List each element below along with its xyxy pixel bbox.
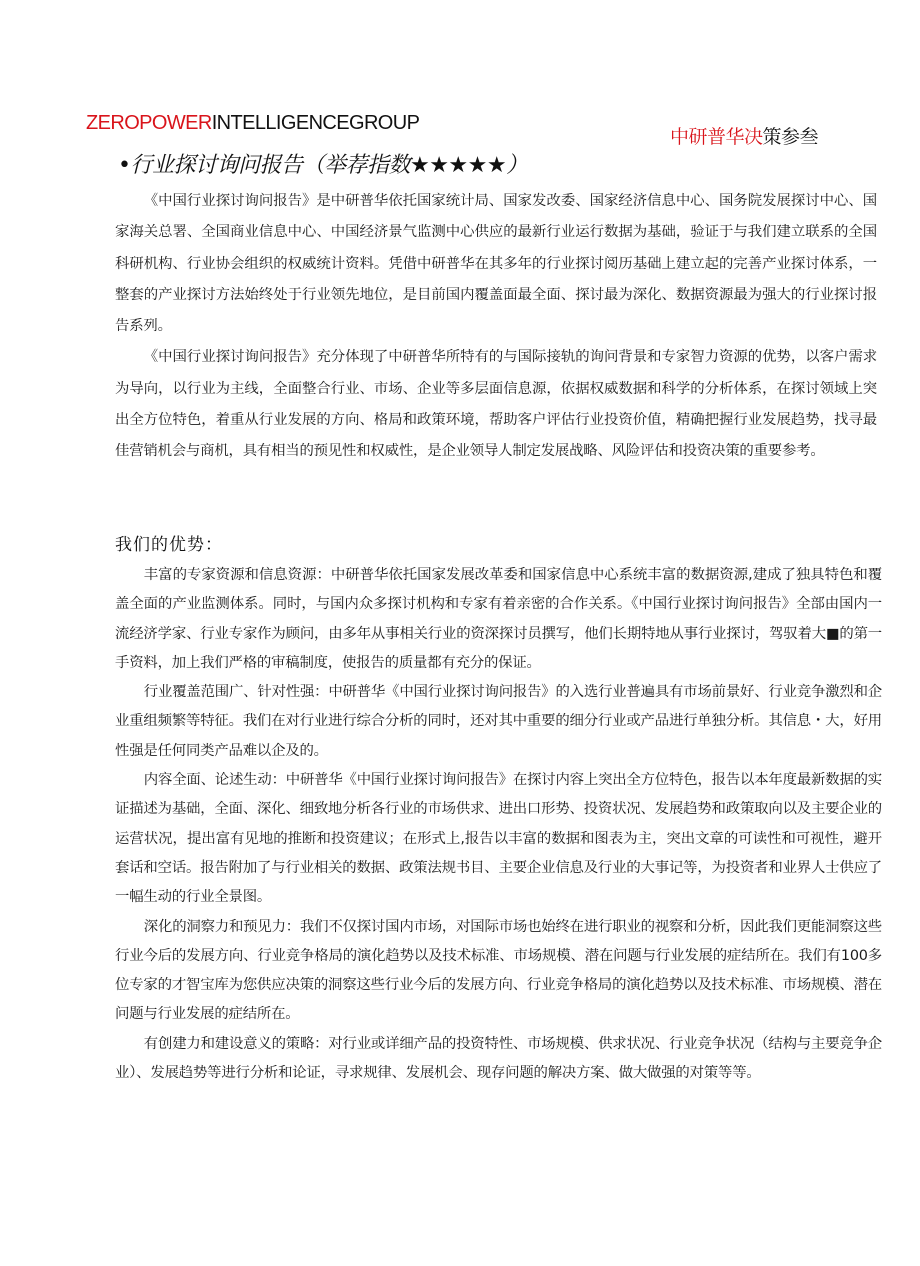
brand-logo-english [86,112,419,135]
advantages-section [115,561,882,1088]
advantage-paragraph-content: 内容全面、论述生动：中研普华《中国行业探讨询问报告》在探讨内容上突出全方位特色，报告以本年度最新数据的实证描述为基础，全面、深化、细致地分析各行业的市场供求、进出口形势、投资状况、发展趋势和政策取向以及主要企业的运营状况，提出富有见地的推断和投资建议；在形式上,报告以丰富的数据和图表为主，突出文章的可读性和可视性，避开套话和空话。报告附加了与行业相关的数据、政策法规书目、主要企业信息及行业的大事记等，为投资者和业界人士供应了一幅生动的行业全景图。 [115,772,882,906]
intro-section [115,186,877,468]
advantage-paragraph-insight: 深化的洞察力和预见力：我们不仅探讨国内市场，对国际市场也始终在进行职业的视察和分析，因此我们更能洞察这些行业今后的发展方向、行业竞争格局的演化趋势以及技术标准、市场规模、潜在问题与行业发展的症结所在。我们有100多位专家的才智宝库为您供应决策的洞察这些行业今后的发展方向、行业竞争格局的演化趋势以及技术标准、市场规模、潜在问题与行业发展的症结所在。 [115,918,882,1023]
report-title: •行业探讨询问报告（举荐指数★★★★★） [118,153,528,178]
intro-paragraph: 《中国行业探讨询问报告》是中研普华依托国家统计局、国家发改委、国家经济信息中心、国务院发展探讨中心、国家海关总署、全国商业信息中心、中国经济景气监测中心供应的最新行业运行数据为基础，验证于与我们建立联系的全国科研机构、行业协会组织的权威统计资料。凭借中研普华在其多年的行业探讨阅历基础上建立起的完善产业探讨体系，一整套的产业探讨方法始终处于行业领先地位，是目前国内覆盖面最全面、探讨最为深化、数据资源最为强大的行业探讨报告系列。 [115,193,877,335]
brand-logo-chinese [670,122,818,149]
brand-cn-main: 中研普华决 [670,126,763,148]
brand-en-rest: INTELLIGENCEGROUP [211,112,420,134]
advantages-heading: 我们的优势： [115,535,223,555]
brand-cn-rest: 策参叁 [762,126,819,148]
brand-en-main: ZEROPOWER [86,112,212,134]
advantage-paragraph-coverage: 行业覆盖范围广、针对性强：中研普华《中国行业探讨询问报告》的入选行业普遍具有市场前景好、行业竞争激烈和企业重组频繁等特征。我们在对行业进行综合分析的同时，还对其中重要的细分行业或产品进行单独分析。其信息・大，好用性强是任何同类产品难以企及的。 [115,684,882,759]
advantage-paragraph-resources: 丰富的专家资源和信息资源：中研普华依托国家发展改革委和国家信息中心系统丰富的数据资源,建成了独具特色和覆盖全面的产业监测体系。同时，与国内众多探讨机构和专家有着亲密的合作关系。《中国行业探讨询问报告》全部由国内一流经济学家、行业专家作为顾问，由多年从事相关行业的资深探讨员撰写，他们长期特地从事行业探讨，驾驭着大■的第一手资料，加上我们严格的审稿制度，使报告的质量都有充分的保证。 [115,567,882,671]
advantage-paragraph-strategy: 有创建力和建设意义的策略：对行业或详细产品的投资特性、市场规模、供求状况、行业竞争状况（结构与主要竞争企业）、发展趋势等进行分析和论证，寻求规律、发展机会、现存问题的解决方案、做大做强的对策等等。 [115,1035,882,1082]
intro-paragraph: 《中国行业探讨询问报告》充分体现了中研普华所特有的与国际接轨的询问背景和专家智力资源的优势，以客户需求为导向，以行业为主线，全面整合行业、市场、企业等多层面信息源，依据权威数据和科学的分析体系，在探讨领域上突出全方位特色，着重从行业发展的方向、格局和政策环境，帮助客户评估行业投资价值，精确把握行业发展趋势，找寻最佳营销机会与商机，具有相当的预见性和权威性，是企业领导人制定发展战略、风险评估和投资决策的重要参考。 [115,349,877,460]
